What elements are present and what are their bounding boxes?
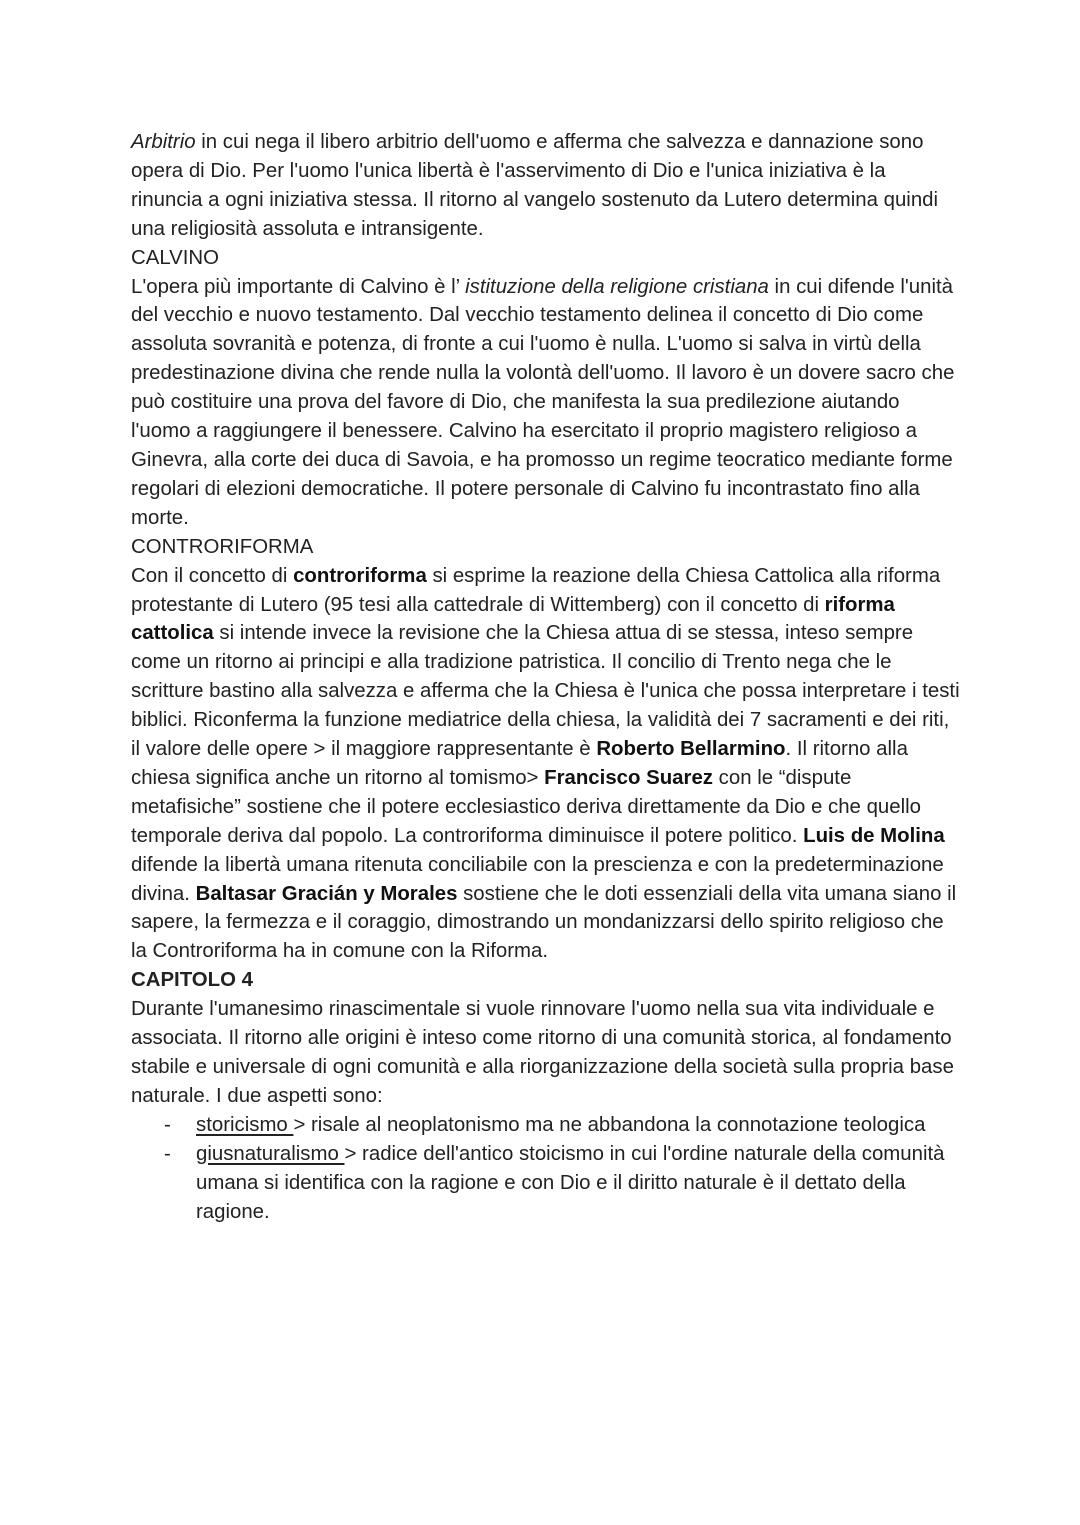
calvino-text-1: L'opera più importante di Calvino è l’ xyxy=(131,275,466,298)
section-capitolo-4 xyxy=(131,966,961,1226)
list-item-text: > radice dell'antico stoicismo in cui l'ordine naturale della comunità umana si identifica con la ragione e con Dio e il diritto naturale è il dettato della ragione. xyxy=(196,1142,945,1223)
capitolo4-list xyxy=(131,1111,961,1227)
controriforma-name-suarez: Francisco Suarez xyxy=(544,766,713,789)
section-controriforma xyxy=(131,533,961,967)
list-item-term: storicismo xyxy=(196,1113,294,1136)
controriforma-name-gracian: Baltasar Gracián y Morales xyxy=(195,882,458,905)
controriforma-text-2: si esprime la reazione della Chiesa Cattolica alla riforma protestante di Lutero (95 tesi alla cattedrale di Wittemberg) con il concetto di xyxy=(131,564,941,616)
intro-paragraph xyxy=(131,128,961,244)
calvino-paragraph xyxy=(131,273,961,533)
calvino-work-title: istituzione della religione cristiana xyxy=(465,275,769,298)
controriforma-term-riforma-cattolica: riforma cattolica xyxy=(131,593,895,645)
calvino-text-2: in cui difende l'unità del vecchio e nuovo testamento. Dal vecchio testamento delinea il concetto di Dio come assoluta sovranità e potenza, di fronte a cui l'uomo è nulla. L'uomo si salva in virtù della predestinazione divina che rende nulla la volontà dell'uomo. Il lavoro è un dovere sacro che può costituire una prova del favore di Dio, che manifesta la sua predilezione aiutando l'uomo a raggiungere il benessere. Calvino ha esercitato il proprio magistero religioso a Ginevra, alla corte dei duca di Savoia, e ha promosso un regime teocratico mediante forme regolari di elezioni democratiche. Il potere personale di Calvino fu incontrastato fino alla morte. xyxy=(131,275,955,529)
intro-text: in cui nega il libero arbitrio dell'uomo e afferma che salvezza e dannazione sono opera di Dio. Per l'uomo l'unica libertà è l'asservimento di Dio e l'unica iniziativa è la rinuncia a ogni iniziativa stessa. Il ritorno al vangelo sostenuto da Lutero determina quindi una religiosità assoluta e intransigente. xyxy=(131,131,939,240)
controriforma-text-1: Con il concetto di xyxy=(131,564,294,587)
calvino-heading: CALVINO xyxy=(131,246,220,269)
controriforma-text-6: difende la libertà umana ritenuta conciliabile con la prescienza e con la predeterminazione divina. xyxy=(131,853,944,905)
controriforma-text-5: con le “dispute metafisiche” sostiene che il potere ecclesiastico deriva direttamente da Dio e che quello temporale deriva dal popolo. La controriforma diminuisce il potere politico. xyxy=(131,766,921,847)
controriforma-text-4: . Il ritorno alla chiesa significa anche un ritorno al tomismo> xyxy=(131,738,908,789)
controriforma-term-controriforma: controriforma xyxy=(293,564,427,587)
dash-marker: - xyxy=(164,1142,171,1165)
intro-term: Arbitrio xyxy=(131,131,196,153)
controriforma-text-7: sostiene che le doti essenziali della vita umana siano il sapere, la fermezza e il coraggio, dimostrando un mondanizzarsi dello spirito religioso che la Controriforma ha in comune con la Riforma. xyxy=(131,882,957,963)
list-item-text: > risale al neoplatonismo ma ne abbandona la connotazione teologica xyxy=(293,1113,926,1136)
section-calvino xyxy=(131,244,961,533)
controriforma-paragraph xyxy=(131,562,961,967)
controriforma-text-3: si intende invece la revisione che la Chiesa attua di se stessa, inteso sempre come un ritorno ai principi e alla tradizione patristica. Il concilio di Trento nega che le scritture bastino alla salvezza e afferma che la Chiesa è l'unica che possa interpretare i testi biblici. Riconferma la funzione mediatrice della chiesa, la validità dei 7 sacramenti e dei riti, il valore delle opere > il maggiore rappresentante è xyxy=(131,622,960,761)
list-item xyxy=(131,1140,961,1227)
controriforma-name-molina: Luis de Molina xyxy=(803,824,945,847)
list-item xyxy=(131,1111,961,1140)
controriforma-heading: CONTRORIFORMA xyxy=(131,535,314,558)
document-page xyxy=(131,128,961,1226)
dash-marker: - xyxy=(164,1113,171,1136)
capitolo4-paragraph: Durante l'umanesimo rinascimentale si vuole rinnovare l'uomo nella sua vita individuale e associata. Il ritorno alle origini è inteso come ritorno di una comunità storica, al fondamento stabile e universale di ogni comunità e alla riorganizzazione della società sulla propria base naturale. I due aspetti sono: xyxy=(131,998,954,1107)
list-item-term: giusnaturalismo xyxy=(196,1142,345,1165)
controriforma-name-bellarmino: Roberto Bellarmino xyxy=(596,738,786,761)
capitolo4-heading: CAPITOLO 4 xyxy=(131,969,253,992)
